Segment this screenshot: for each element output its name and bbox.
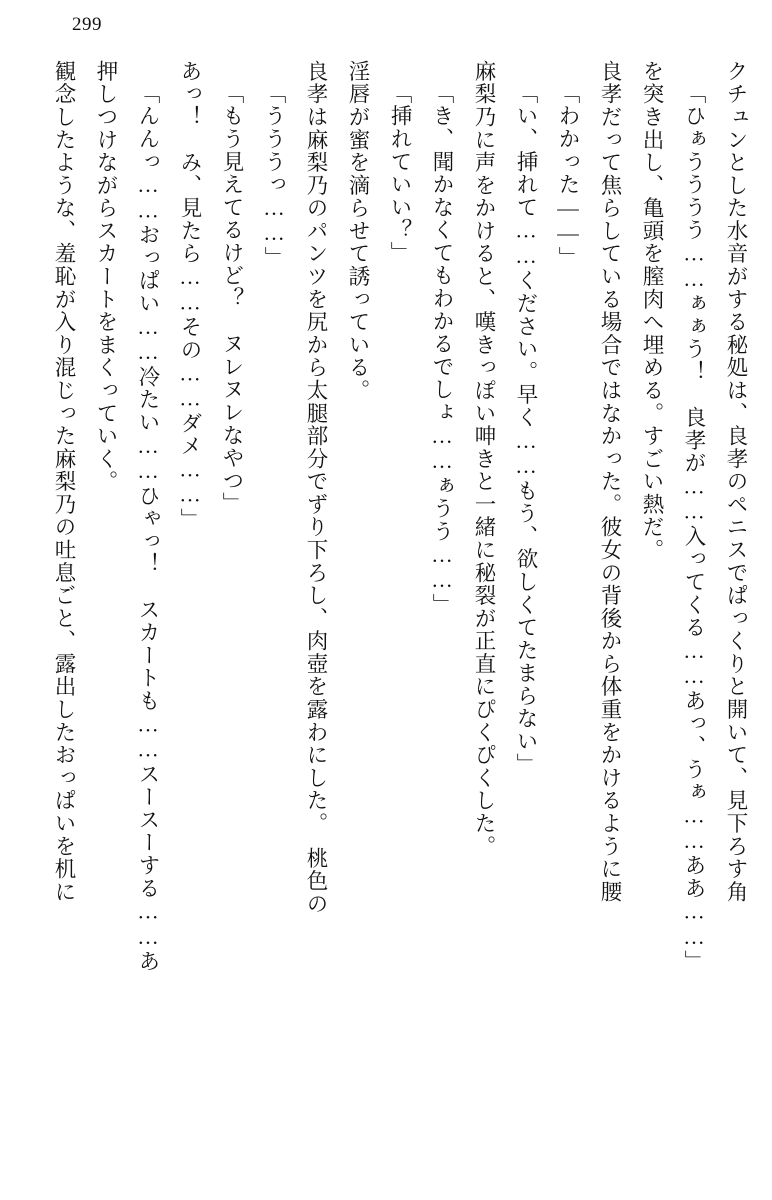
text-column: を突き出し、亀頭を膣肉へ埋める。すごい熱だ。 — [640, 60, 664, 562]
vertical-text-body — [42, 60, 748, 1160]
page-number: 299 — [72, 14, 102, 35]
text-column: 「んんっ……おっぱい……冷たい……ひゃっ！ スカートも……スースーする……あ — [136, 82, 160, 974]
text-column: 良孝は麻梨乃のパンツを尻から太腿部分でずり下ろし、肉壺を露わにした。 桃色の — [304, 60, 328, 916]
text-column: 「挿れていい？」 — [388, 82, 412, 265]
text-column: 押しつけながらスカートをまくっていく。 — [94, 60, 118, 494]
text-column: 「うううっ……」 — [262, 82, 286, 270]
text-column: 「もう見えてるけど？ ヌレヌレなやつ」 — [220, 82, 244, 516]
text-column: クチュンとした水音がする秘処は、良孝のペニスでぱっくりと開いて、見下ろす角 — [724, 60, 748, 904]
text-column: あっ！ み、見たら……その……ダメ……」 — [178, 60, 202, 531]
text-column: 「い、挿れて……ください。早く……もう、欲しくてたまらない」 — [514, 82, 538, 776]
text-column: 麻梨乃に声をかけると、嘆きっぽい呻きと一緒に秘裂が正直にぴくぴくした。 — [472, 60, 496, 858]
text-column: 良孝だって焦らしている場合ではなかった。彼女の背後から体重をかけるように腰 — [598, 60, 622, 904]
text-column: 淫唇が蜜を滴らせて誘っている。 — [346, 60, 370, 402]
text-column: 観念したような、羞恥が入り混じった麻梨乃の吐息ごと、露出したおっぱいを机に — [52, 60, 76, 904]
text-column: 「き、聞かなくてもわかるでしょ……ぁうう……」 — [430, 82, 454, 617]
text-column: 「わかった――」 — [556, 82, 580, 270]
text-column: 「ひぁうううう……ぁぁう！ 良孝が……入ってくる……あっ、うぁ……ああ……」 — [682, 82, 706, 974]
